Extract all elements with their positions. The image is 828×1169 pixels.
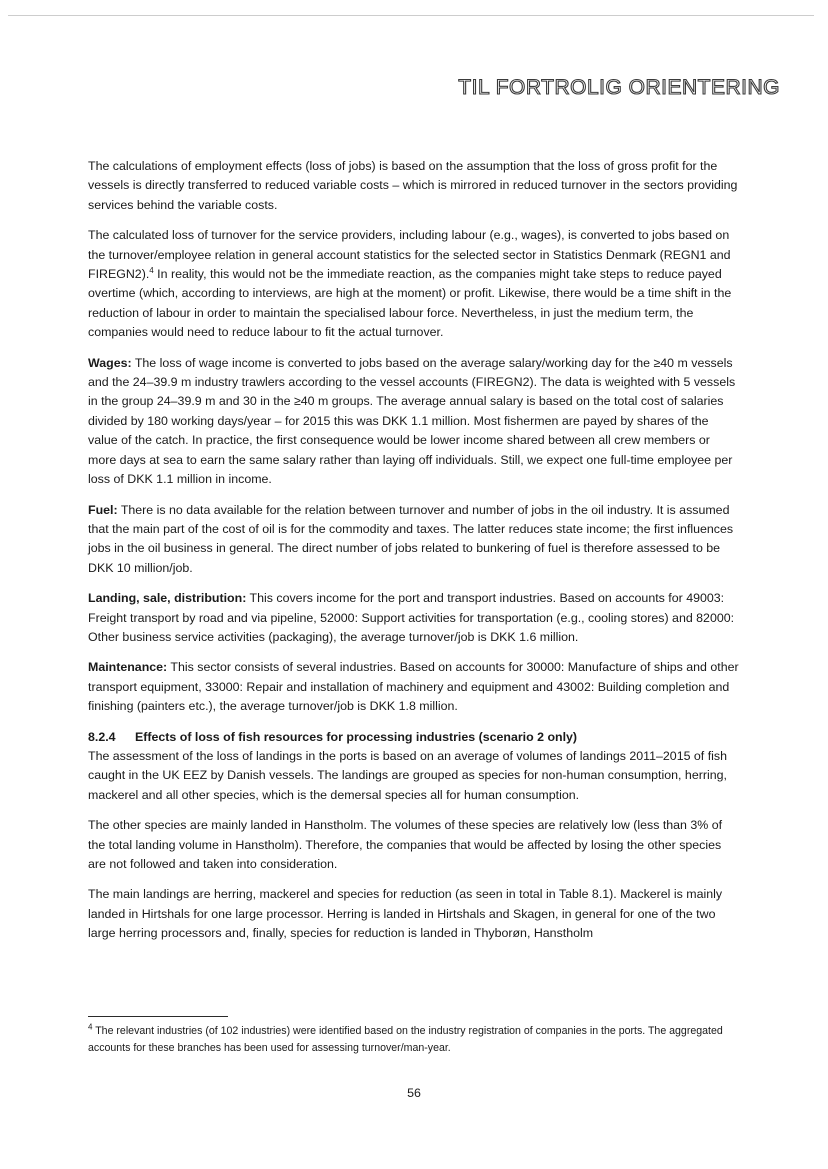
paragraph-maintenance (88, 658, 740, 716)
maintenance-text: This sector consists of several industries. Based on accounts for 30000: Manufacture of ships and other transport equipment, 33000: Repair and installation of machinery and equipment and 43002: Building completion and finishing (painters etc.), the average turnover/job is DKK 1.8 million. (88, 660, 739, 714)
section-number: 8.2.4 (88, 729, 116, 744)
section-title: Effects of loss of fish resources for processing industries (scenario 2 only) (135, 729, 578, 744)
paragraph-turnover-loss (88, 226, 740, 342)
fuel-label: Fuel: (88, 502, 118, 517)
confidential-stamp: TIL FORTROLIG ORIENTERING (458, 76, 780, 99)
footnote-text: The relevant industries (of 102 industries) were identified based on the industry registration of companies in the ports. The aggregated accounts for these branches has been used for assessing turnover/man-year. (88, 1025, 723, 1054)
footnote-divider (88, 1016, 228, 1017)
scan-edge-line (8, 15, 814, 16)
paragraph-main-landings: The main landings are herring, mackerel and species for reduction (as seen in total in Table 8.1). Mackerel is mainly landed in Hirtshals for one large processor. Herring is landed in Hirtshals and Skagen, in general for one of the two large herring processors and, finally, species for reduction is landed in Thyborøn, Hanstholm (88, 887, 723, 941)
fuel-text: There is no data available for the relation between turnover and number of jobs in the oil industry. It is assumed that the main part of the cost of oil is for the commodity and taxes. The latter reduces state income; the first influences jobs in the oil business in general. The direct number of jobs related to bunkering of fuel is therefore assessed to be DKK 10 million/job. (88, 502, 734, 575)
body-content (88, 157, 740, 955)
paragraph-assessment: The assessment of the loss of landings in the ports is based on an average of volumes of landings 2011–2015 of fish caught in the UK EEZ by Danish vessels. The landings are grouped as species for non-human consumption, herring, mackerel and all other species, which is the demersal species all for human consumption. (88, 748, 727, 802)
maintenance-label: Maintenance: (88, 660, 168, 675)
paragraph-landing (88, 589, 740, 647)
paragraph-turnover-loss-continued: In reality, this would not be the immediate reaction, as the companies might take steps to reduce payed overtime (which, according to interviews, are high at the moment) or profit. Likewise, there would be a time shift in the reduction of labour in order to maintain the specialised labour force. Nevertheless, in just the medium term, the companies would need to reduce labour to fit the actual turnover. (88, 267, 732, 340)
paragraph-employment-effects: The calculations of employment effects (loss of jobs) is based on the assumption that the loss of gross profit for the vessels is directly transferred to reduced variable costs – which is mirrored in reduced turnover in the sectors providing services behind the variable costs. (88, 159, 738, 212)
paragraph-other-species: The other species are mainly landed in Hanstholm. The volumes of these species are relatively low (less than 3% of the total landing volume in Hanstholm). Therefore, the companies that would be affected by losing the other species are not followed and taken into consideration. (88, 818, 723, 871)
landing-label: Landing, sale, distribution: (88, 591, 247, 606)
paragraph-fuel (88, 501, 740, 579)
footnote-reference[interactable]: 4 (149, 265, 154, 275)
wages-label: Wages: (88, 355, 132, 370)
paragraph-turnover-loss-text: The calculated loss of turnover for the service providers, including labour (e.g., wages), is converted to jobs based on the turnover/employee relation in general account statistics for the selected sector in Statistics Denmark (REGN1 and FIREGN2). (88, 228, 731, 282)
footnote (88, 1023, 733, 1056)
section-heading (88, 728, 740, 747)
wages-text: The loss of wage income is converted to jobs based on the average salary/working day for the ≥40 m vessels and the 24–39.9 m industry trawlers according to the vessel accounts (FIREGN2). The data is weighted with 5 vessels in the group 24–39.9 m and 30 in the ≥40 m groups. The average annual salary is based on the total cost of salaries divided by 180 working days/year – for 2015 this was DKK 1.1 million. Most fishermen are payed by shares of the value of the catch. In practice, the first consequence would be lower income shared between all crew members or more days at sea to earn the same salary rather than laying off individuals. Still, we expect one full-time employee per loss of DKK 1.1 million in income. (88, 355, 736, 487)
landing-text: This covers income for the port and transport industries. Based on accounts for 49003: Freight transport by road and via pipeline, 52000: Support activities for transportation (e.g., cooling stores) and 82000: Other business service activities (packaging), the average turnover/job is DKK 1.6 million. (88, 591, 735, 644)
page-number: 56 (407, 1086, 421, 1100)
paragraph-wages (88, 354, 740, 490)
footnote-marker: 4 (88, 1022, 93, 1032)
